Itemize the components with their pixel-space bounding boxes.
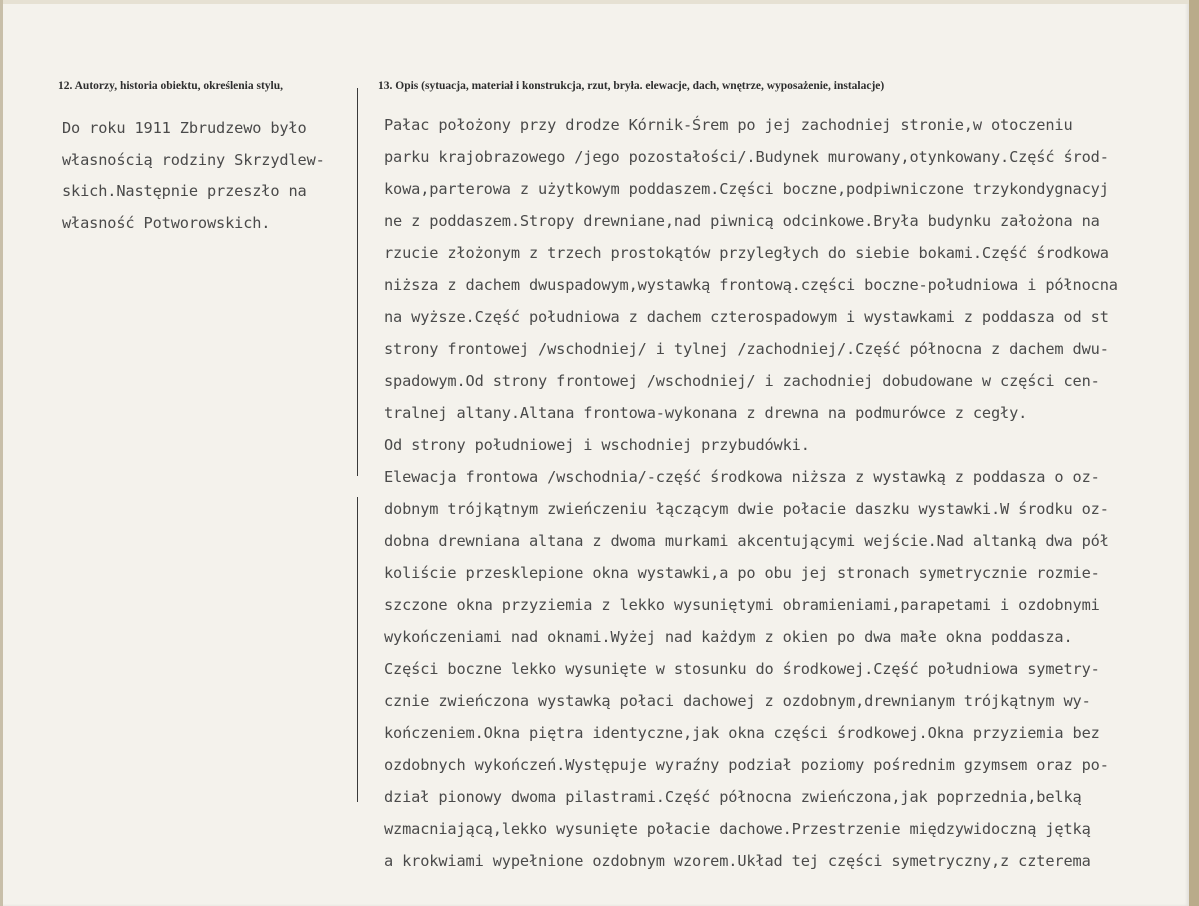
history-line: Do roku 1911 Zbrudzewo było [62,119,307,137]
description-line: cznie zwieńczona wystawką połaci dachowej z ozdobnym,drewnianym trójkątnym wy- [384,692,1091,710]
background-edge [1189,0,1199,906]
description-line: koliście przesklepione okna wystawki,a po obu jej stronach symetrycznie rozmie- [384,564,1100,582]
column-divider-upper [357,88,358,476]
description-line: dobnym trójkątnym zwieńczeniu łączącym dwie połacie daszku wystawki.W środku oz- [384,500,1109,518]
description-line: wzmacniającą,lekko wysunięte połacie dachowe.Przestrzenie międzywidoczną jętką [384,820,1091,838]
description-line: szczone okna przyziemia z lekko wysuniętymi obramieniami,parapetami i ozdobnymi [384,596,1100,614]
history-line: własność Potworowskich. [62,213,271,232]
description-line: kończeniem.Okna piętra identyczne,jak okna części środkowej.Okna przyziemia bez [384,724,1100,742]
description-line: a krokwiami wypełnione ozdobnym wzorem.Układ tej części symetryczny,z czterema [384,852,1091,870]
paper-left-edge [0,0,3,906]
description-line: dział pionowy dwoma pilastrami.Część północna zwieńczona,jak poprzednia,belką [384,788,1082,806]
description-line: ozdobnych wykończeń.Występuje wyraźny podział poziomy pośrednim gzymsem oraz po- [384,756,1109,774]
description-line: parku krajobrazowego /jego pozostałości/.Budynek murowany,otynkowany.Część środ- [384,148,1109,166]
description-line: wykończeniami nad oknami.Wyżej nad każdym z okien po dwa małe okna poddasza. [384,628,1073,646]
description-line: rzucie złożonym z trzech prostokątów przyległych do siebie bokami.Część środkowa [384,244,1109,262]
description-line: dobna drewniana altana z dwoma murkami akcentującymi wejście.Nad altanką dwa pół [384,532,1109,550]
description-text-column [384,109,1189,877]
section-12-heading: 12. Autorzy, historia obiektu, określenia stylu, [58,80,284,92]
description-line: spadowym.Od strony frontowej /wschodniej/ i zachodniej dobudowane w części cen- [384,372,1100,390]
section-13-heading: 13. Opis (sytuacja, materiał i konstrukcja, rzut, bryła. elewacje, dach, wnętrze, wyposażenie, instalacje) [378,80,885,92]
description-line: strony frontowej /wschodniej/ i tylnej /zachodniej/.Część północna z dachem dwu- [384,340,1109,358]
description-line: Od strony południowej i wschodniej przybudówki. [384,436,810,454]
description-line: na wyższe.Część południowa z dachem czterospadowym i wystawkami z poddasza od st [384,308,1109,326]
description-line: Elewacja frontowa /wschodnia/-część środkowa niższa z wystawką z poddasza o oz- [384,468,1100,486]
description-line: Pałac położony przy drodze Kórnik-Śrem po jej zachodniej stronie,w otoczeniu [384,116,1073,134]
description-line: ne z poddaszem.Stropy drewniane,nad piwnicą odcinkowe.Bryła budynku założona na [384,212,1100,230]
column-divider-lower [357,497,358,802]
description-line: kowa,parterowa z użytkowym poddaszem.Części boczne,podpiwniczone trzykondygnacyj [384,180,1109,198]
description-line: Części boczne lekko wysunięte w stosunku do środkowej.Część południowa symetry- [384,660,1100,678]
description-line: niższa z dachem dwuspadowym,wystawką frontową.części boczne-południowa i północna [384,276,1118,294]
description-line: tralnej altany.Altana frontowa-wykonana z drewna na podmurówce z cegły. [384,404,1028,422]
history-line: skich.Następnie przeszło na [62,182,307,200]
paper-top-edge [0,0,1189,4]
history-line: własnością rodziny Skrzydlew- [62,150,325,169]
history-text-column [62,113,352,239]
